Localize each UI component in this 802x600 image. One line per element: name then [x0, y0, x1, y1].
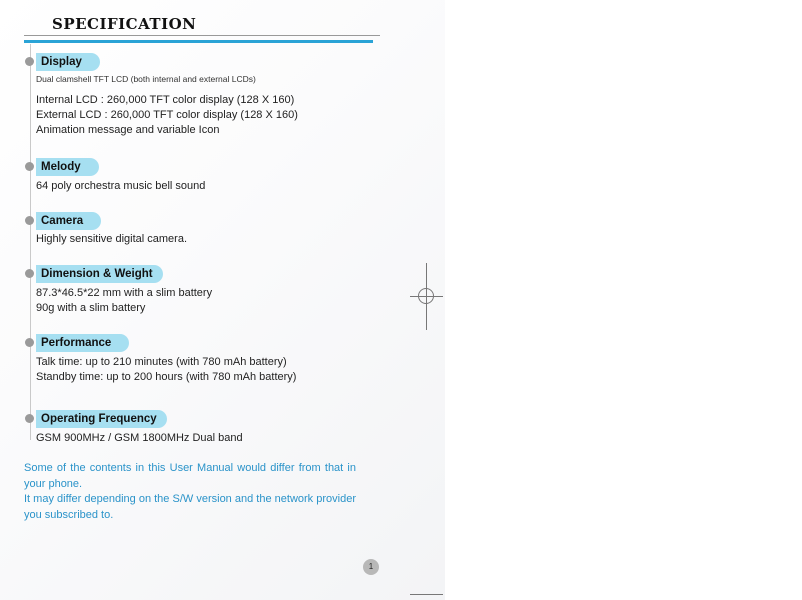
- section-operating-frequency: [25, 410, 243, 446]
- section-melody: [25, 158, 205, 194]
- section-heading: Display: [36, 53, 100, 71]
- section-heading: Operating Frequency: [36, 410, 167, 428]
- section-line: Highly sensitive digital camera.: [36, 233, 188, 245]
- section-line: Internal LCD : 260,000 TFT color display (128 X 160): [36, 94, 295, 106]
- section-line: External LCD : 260,000 TFT color display (128 X 160): [36, 109, 298, 121]
- bullet-dot-icon: [25, 338, 34, 347]
- section-heading: Performance: [36, 334, 129, 352]
- section-line: Talk time: up to 210 minutes (with 780 mAh battery): [36, 356, 287, 368]
- section-camera: [25, 212, 187, 247]
- bullet-dot-icon: [25, 414, 34, 423]
- registration-mark-circle-icon: [418, 288, 434, 304]
- page-title: SPECIFICATION: [52, 15, 197, 33]
- note-line: It may differ depending on the S/W version and the network provider you subscribed to.: [24, 493, 356, 521]
- section-heading: Dimension & Weight: [36, 265, 163, 283]
- crop-mark-bottom: [410, 594, 443, 595]
- section-subtext: Dual clamshell TFT LCD (both internal and external LCDs): [36, 74, 256, 84]
- title-rule-thin: [24, 35, 380, 36]
- section-line: Standby time: up to 200 hours (with 780 mAh battery): [36, 371, 297, 383]
- bullet-dot-icon: [25, 57, 34, 66]
- section-display: [25, 53, 298, 138]
- section-line: 87.3*46.5*22 mm with a slim battery: [36, 287, 213, 299]
- section-line: Animation message and variable Icon: [36, 124, 220, 136]
- bullet-dot-icon: [25, 162, 34, 171]
- section-heading: Melody: [36, 158, 99, 176]
- title-rule-accent: [24, 40, 373, 43]
- page-number-badge: 1: [363, 559, 379, 575]
- note-line: Some of the contents in this User Manual would differ from that in your phone.: [24, 462, 356, 490]
- section-performance: [25, 334, 296, 385]
- bullet-dot-icon: [25, 269, 34, 278]
- section-line: 90g with a slim battery: [36, 302, 146, 314]
- section-line: GSM 900MHz / GSM 1800MHz Dual band: [36, 432, 243, 444]
- section-heading: Camera: [36, 212, 101, 230]
- bullet-dot-icon: [25, 216, 34, 225]
- section-line: 64 poly orchestra music bell sound: [36, 180, 206, 192]
- disclaimer-note: [24, 461, 356, 523]
- section-dimension-weight: [25, 265, 212, 316]
